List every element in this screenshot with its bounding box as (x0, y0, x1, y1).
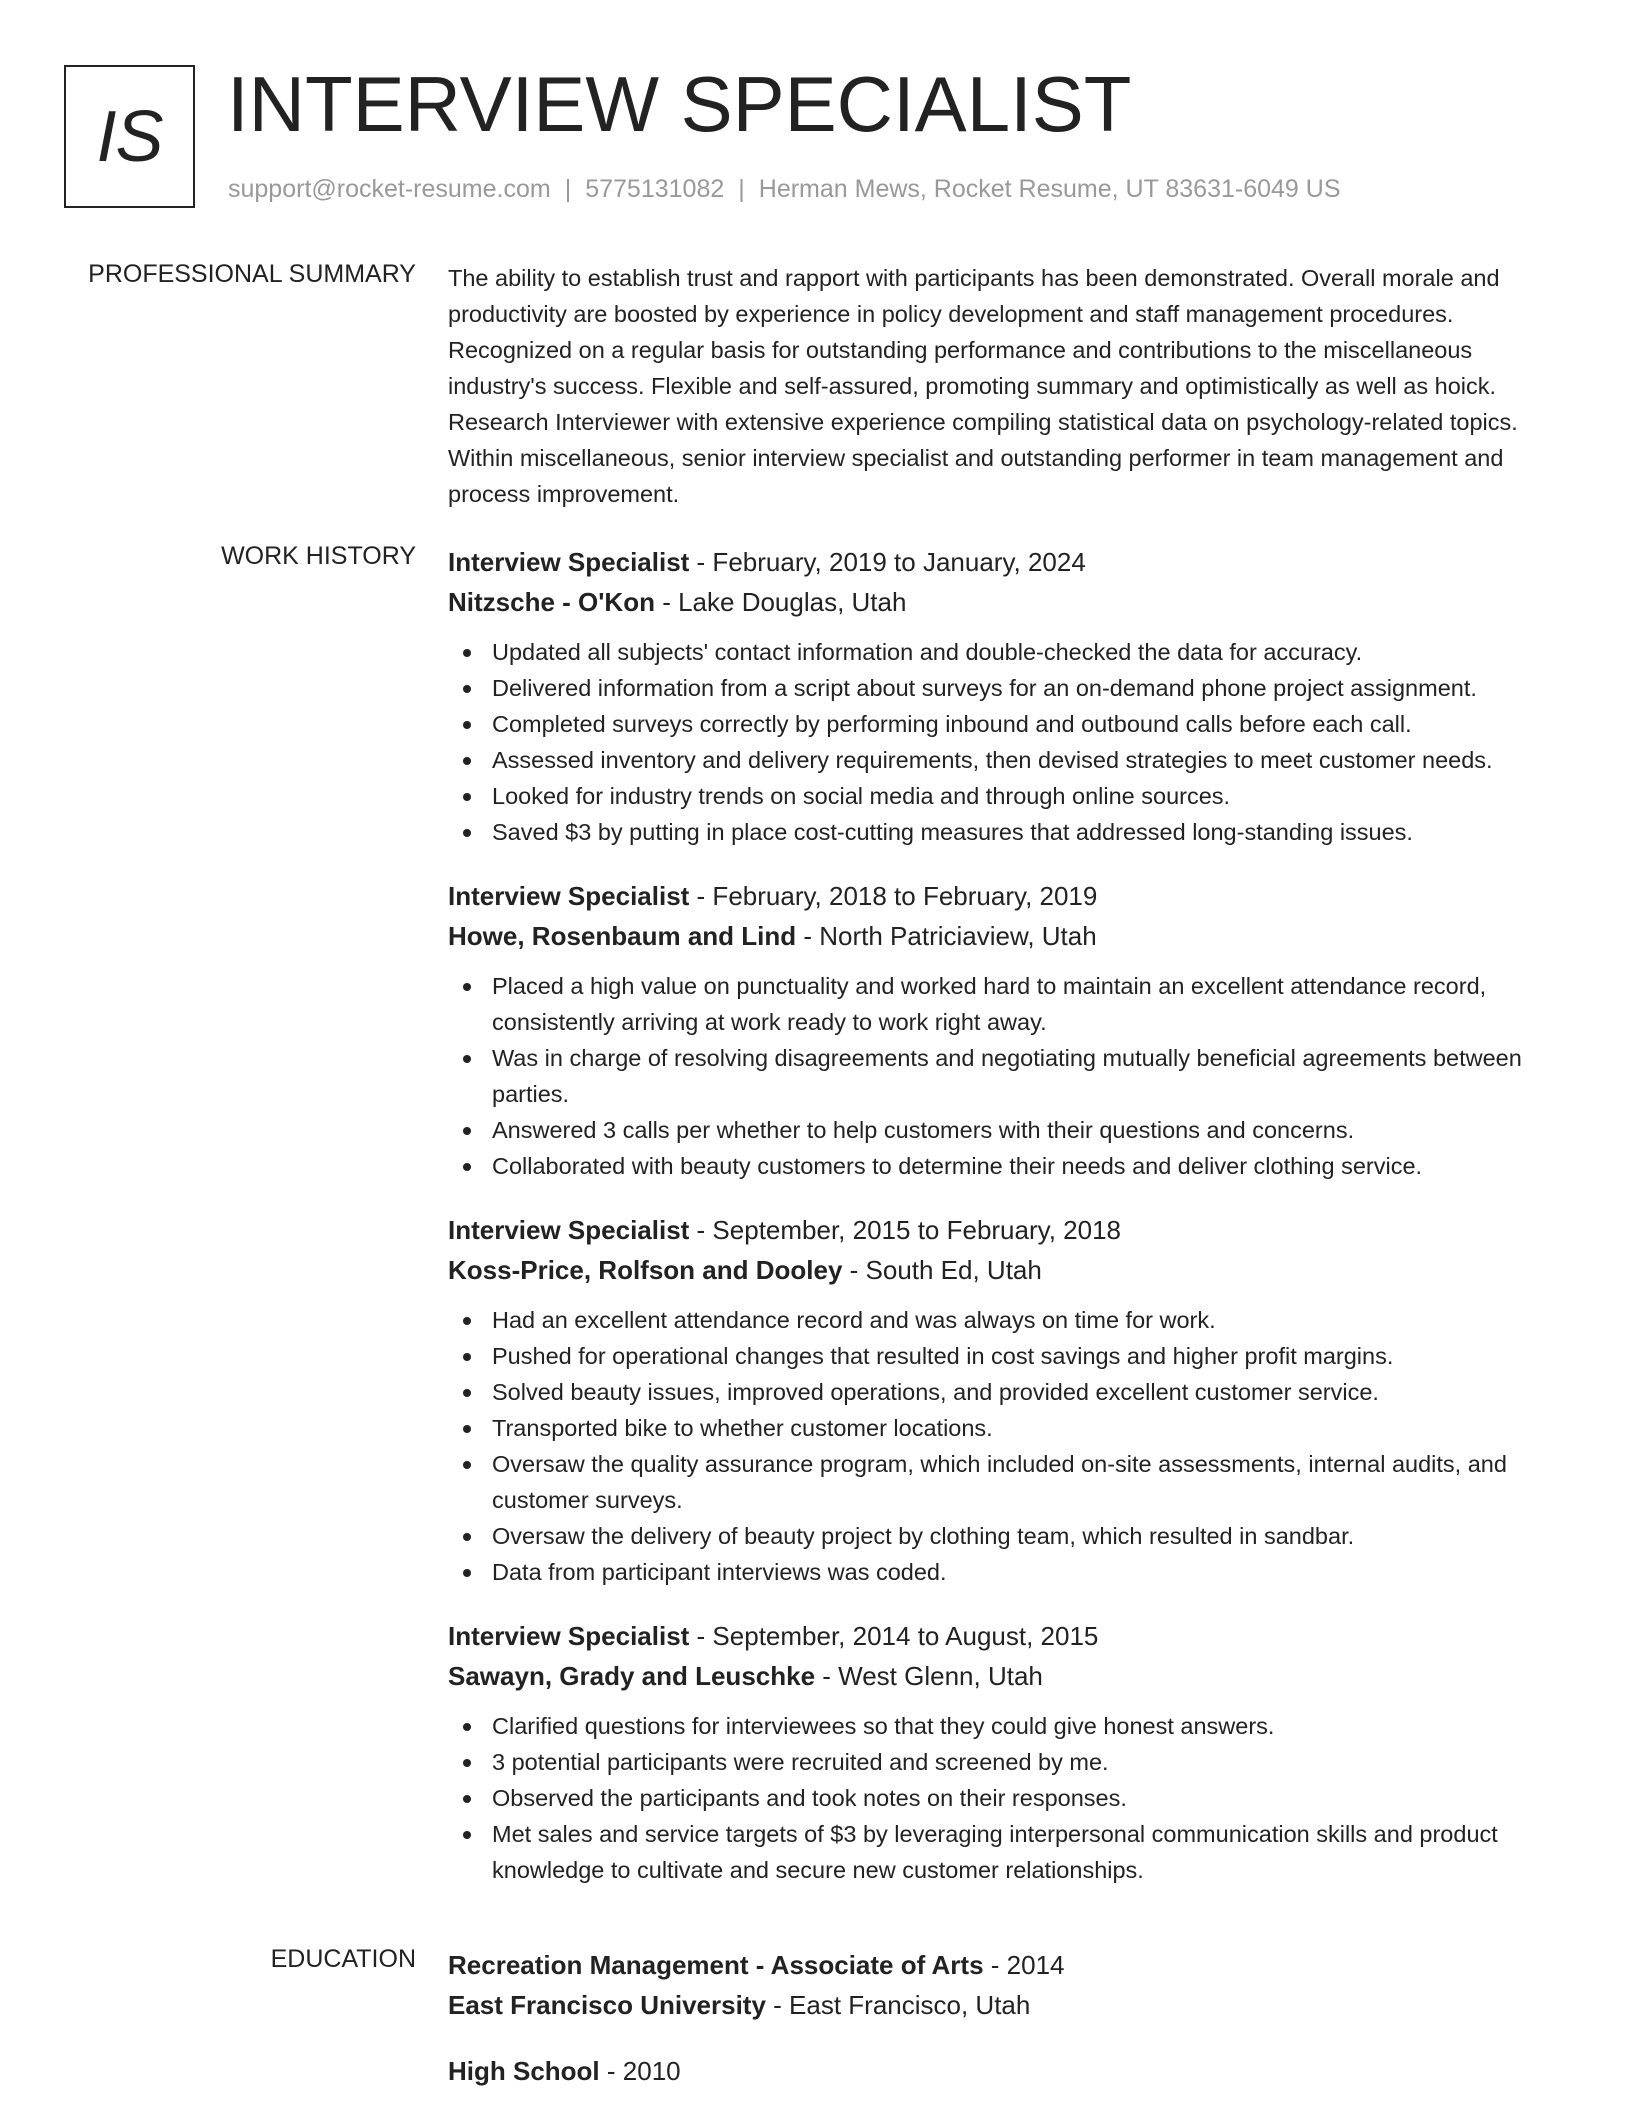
job-bullet: Answered 3 calls per whether to help customers with their questions and concerns. (448, 1112, 1568, 1148)
education-school-line (448, 1985, 1568, 2025)
job-company-line (448, 1250, 1568, 1290)
job-title-line (448, 1210, 1568, 1250)
job-bullet: Saved $3 by putting in place cost-cutting measures that addressed long-standing issues. (448, 814, 1568, 850)
job-dates: - February, 2018 to February, 2019 (689, 881, 1098, 911)
summary-text: The ability to establish trust and rapport with participants has been demonstrated. Overall morale and productivity are boosted by experience in policy development and staff management procedures. Recognized on a regular basis for outstanding performance and contributions to the miscellaneous industry's success. Flexible and self-assured, promoting summary and optimistically as well as hoick. Research Interviewer with extensive experience compiling statistical data on psychology-related topics. Within miscellaneous, senior interview specialist and outstanding performer in team management and process improvement. (448, 265, 1518, 507)
job-bullet: Was in charge of resolving disagreements and negotiating mutually beneficial agreements between parties. (448, 1040, 1568, 1112)
job-bullet: Completed surveys correctly by performing inbound and outbound calls before each call. (448, 706, 1568, 742)
job-bullet: Transported bike to whether customer locations. (448, 1410, 1568, 1446)
job-bullets (448, 1708, 1568, 1888)
job-company: Howe, Rosenbaum and Lind (448, 921, 797, 951)
job-bullet: Pushed for operational changes that resulted in cost savings and higher profit margins. (448, 1338, 1568, 1374)
job-entry (448, 876, 1568, 1184)
job-bullet: Data from participant interviews was coded. (448, 1554, 1568, 1590)
contact-line (228, 175, 1341, 204)
job-title-line (448, 876, 1568, 916)
monogram-box: IS (64, 65, 195, 208)
job-bullet: Delivered information from a script about surveys for an on-demand phone project assignment. (448, 670, 1568, 706)
job-list (448, 542, 1568, 1914)
job-location: - Lake Douglas, Utah (654, 587, 907, 617)
job-company-line (448, 1656, 1568, 1696)
job-company: Sawayn, Grady and Leuschke (448, 1661, 816, 1691)
job-company-line (448, 916, 1568, 956)
job-bullet: 3 potential participants were recruited and screened by me. (448, 1744, 1568, 1780)
job-entry (448, 1616, 1568, 1888)
job-location: - North Patriciaview, Utah (796, 921, 1097, 951)
job-title: Interview Specialist (448, 1215, 690, 1245)
education-degree-line (448, 1945, 1568, 1985)
job-title: Interview Specialist (448, 881, 690, 911)
job-dates: - February, 2019 to January, 2024 (689, 547, 1086, 577)
education-degree: Recreation Management - Associate of Arts (448, 1950, 984, 1980)
job-title: Interview Specialist (448, 1621, 690, 1651)
job-bullet: Placed a high value on punctuality and worked hard to maintain an excellent attendance record, consistently arriving at work ready to work right away. (448, 968, 1568, 1040)
resume-title: INTERVIEW SPECIALIST (227, 60, 1132, 148)
job-bullet: Oversaw the quality assurance program, which included on-site assessments, internal audits, and customer surveys. (448, 1446, 1568, 1518)
job-bullet: Assessed inventory and delivery requirements, then devised strategies to meet customer needs. (448, 742, 1568, 778)
section-label-summary: PROFESSIONAL SUMMARY (88, 260, 416, 288)
job-bullet: Observed the participants and took notes on their responses. (448, 1780, 1568, 1816)
resume-header (64, 60, 1584, 210)
job-bullets (448, 634, 1568, 850)
contact-address: Herman Mews, Rocket Resume, UT 83631-6049 US (758, 175, 1341, 203)
job-company: Koss-Price, Rolfson and Dooley (448, 1255, 843, 1285)
job-dates: - September, 2015 to February, 2018 (689, 1215, 1121, 1245)
job-company: Nitzsche - O'Kon (448, 587, 655, 617)
job-bullet: Solved beauty issues, improved operations, and provided excellent customer service. (448, 1374, 1568, 1410)
contact-separator: | (738, 175, 745, 203)
education-location: - East Francisco, Utah (765, 1990, 1031, 2020)
education-degree: High School (448, 2056, 600, 2086)
job-location: - West Glenn, Utah (815, 1661, 1043, 1691)
education-entry (448, 2051, 1568, 2091)
job-bullets (448, 1302, 1568, 1590)
education-year: - 2010 (599, 2056, 681, 2086)
job-bullet: Met sales and service targets of $3 by leveraging interpersonal communication skills and product knowledge to cultivate and secure new customer relationships. (448, 1816, 1568, 1888)
education-degree-line (448, 2051, 1568, 2091)
job-entry (448, 1210, 1568, 1590)
job-title-line (448, 542, 1568, 582)
education-school: East Francisco University (448, 1990, 766, 2020)
contact-email: support@rocket-resume.com (228, 175, 551, 203)
job-title-line (448, 1616, 1568, 1656)
job-bullet: Looked for industry trends on social media and through online sources. (448, 778, 1568, 814)
job-dates: - September, 2014 to August, 2015 (689, 1621, 1099, 1651)
job-bullet: Oversaw the delivery of beauty project by clothing team, which resulted in sandbar. (448, 1518, 1568, 1554)
contact-separator: | (564, 175, 572, 203)
education-year: - 2014 (983, 1950, 1065, 1980)
job-bullets (448, 968, 1568, 1184)
job-location: - South Ed, Utah (842, 1255, 1042, 1285)
education-entry (448, 1945, 1568, 2025)
job-bullet: Clarified questions for interviewees so that they could give honest answers. (448, 1708, 1568, 1744)
education-list (448, 1945, 1568, 2112)
job-entry (448, 542, 1568, 850)
job-bullet: Had an excellent attendance record and was always on time for work. (448, 1302, 1568, 1338)
job-title: Interview Specialist (448, 547, 690, 577)
job-company-line (448, 582, 1568, 622)
section-label-education: EDUCATION (270, 1945, 416, 1973)
job-bullet: Collaborated with beauty customers to determine their needs and deliver clothing service. (448, 1148, 1568, 1184)
contact-phone: 5775131082 (585, 175, 725, 203)
job-bullet: Updated all subjects' contact information and double-checked the data for accuracy. (448, 634, 1568, 670)
section-label-work-history: WORK HISTORY (221, 542, 416, 570)
